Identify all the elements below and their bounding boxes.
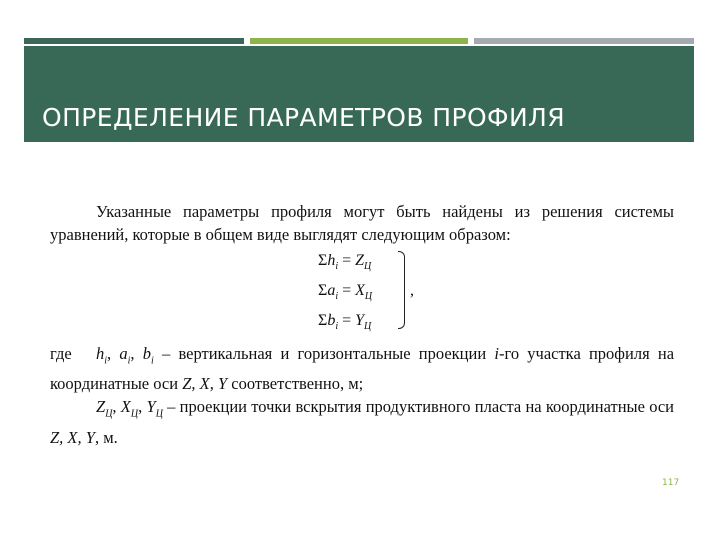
where-paragraph-2 [50,395,674,448]
where-label: где [50,344,72,363]
var-separator: , [112,397,121,417]
equation-lhs-sub: i [335,321,339,333]
equals-sign: = [342,312,352,329]
where-paragraph-1 [50,342,674,395]
var-y-sub: Ц [155,408,163,420]
accent-bar-gray [474,38,694,44]
var-h-sub: i [104,355,108,367]
page-number: 117 [662,478,680,488]
var-separator: , [138,397,147,417]
equation-system [318,249,458,339]
equation-rhs-var: Y [355,312,365,329]
system-brace [398,251,405,329]
var-x-sub: Ц [130,408,139,420]
sum-symbol: Σ [318,282,328,299]
var-h: h [96,344,105,363]
var-a: a [119,344,128,363]
var-x: X [120,397,131,417]
system-comma: , [410,282,414,299]
top-accent-bars [24,38,694,44]
equation-rhs-var: Z [355,252,365,269]
equation-lhs-var: h [327,252,336,269]
equation-3 [318,309,371,338]
accent-bar-light-green [250,38,468,44]
var-y: Y [146,397,156,417]
sum-symbol: Σ [318,252,328,269]
where-text-1: – вертикальная и горизонтальные проекции [153,344,495,363]
equation-1 [318,249,371,278]
var-b-sub: i [151,355,154,367]
axes-names: Z, X, Y [182,374,228,394]
where2-text-1: – проекции точки вскрытия продуктивного пласта на координатные оси [162,397,675,417]
title-banner [24,46,694,142]
equation-rhs-sub: Ц [364,291,373,303]
var-z: Z [96,397,106,417]
equation-lhs-sub: i [335,291,339,303]
where-text-2: -го участка профиля на координатные оси [50,344,675,394]
where-text-3: соответственно, м; [227,374,364,394]
equation-lhs-var: b [327,312,336,329]
equals-sign: = [342,282,352,299]
var-separator: , [130,344,143,363]
where2-text-2: , м. [94,427,118,447]
slide-body [50,200,674,449]
equation-rhs-sub: Ц [364,261,372,273]
var-a-sub: i [127,355,131,367]
equals-sign: = [342,252,352,269]
var-i: i [494,344,499,363]
var-separator: , [107,344,120,363]
equation-2 [318,279,372,308]
equation-rhs-sub: Ц [364,321,372,333]
equation-rhs-var: X [355,282,365,299]
intro-paragraph: Указанные параметры профиля могут быть найдены из решения системы уравнений, которые в общем виде выглядят следующим образом: [50,202,674,244]
equation-lhs-sub: i [335,261,339,273]
slide-title: ОПРЕДЕЛЕНИЕ ПАРАМЕТРОВ ПРОФИЛЯ [42,103,566,132]
axes-names: Z, X, Y [50,427,95,447]
equation-lhs-var: a [327,282,336,299]
accent-bar-dark-green [24,38,244,44]
var-z-sub: Ц [105,408,113,420]
sum-symbol: Σ [318,312,328,329]
var-b: b [142,344,151,363]
